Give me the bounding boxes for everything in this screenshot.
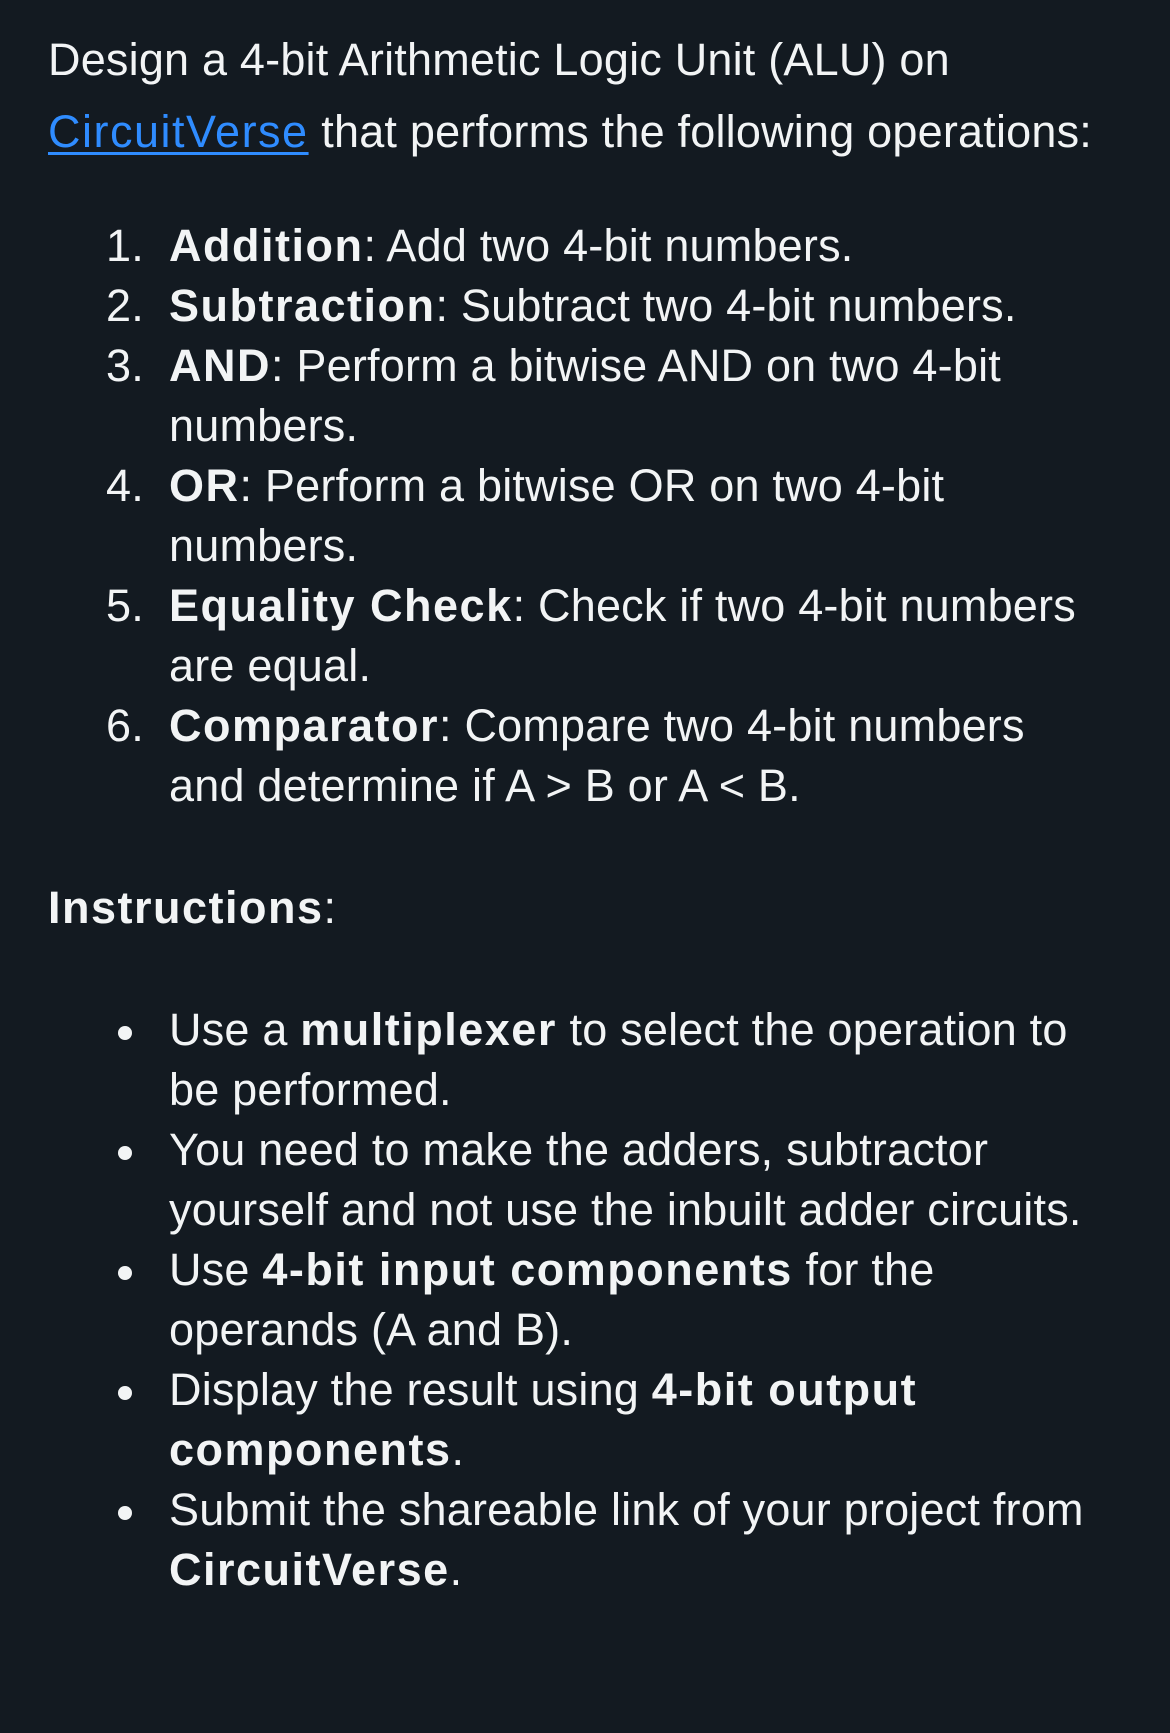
operation-item [48, 336, 1110, 456]
list-number: 1. [106, 220, 144, 271]
instructions-heading [48, 878, 1110, 938]
instruction-emphasis: multiplexer [300, 1004, 557, 1055]
instruction-item [48, 1120, 1110, 1240]
instruction-text: Display the result using [169, 1364, 652, 1415]
operation-description: : Check if two 4-bit numbers are equal. [169, 580, 1076, 691]
intro-text-continued: that performs the following operations: [308, 106, 1092, 157]
operation-item [48, 276, 1110, 336]
instruction-emphasis: 4-bit input components [262, 1244, 793, 1295]
instruction-emphasis: 4-bit output components [169, 1364, 918, 1475]
operation-name: OR [169, 460, 240, 511]
bullet-icon [118, 1026, 132, 1040]
operation-name: Equality Check [169, 580, 513, 631]
operation-name: Subtraction [169, 280, 436, 331]
operations-list [48, 216, 1110, 816]
operation-item [48, 576, 1110, 696]
instruction-text-end: . [449, 1544, 463, 1595]
list-number: 2. [106, 280, 144, 331]
bullet-icon [118, 1266, 132, 1280]
instruction-text: Use a [169, 1004, 301, 1055]
operation-name: AND [169, 340, 271, 391]
list-number: 5. [106, 580, 144, 631]
list-number: 4. [106, 460, 144, 511]
list-number: 3. [106, 340, 144, 391]
operation-description: : Perform a bitwise OR on two 4-bit numbers. [169, 460, 945, 571]
instruction-item [48, 1480, 1110, 1600]
instruction-emphasis: CircuitVerse [169, 1544, 450, 1595]
bullet-icon [118, 1386, 132, 1400]
operation-description: : Compare two 4-bit numbers and determine if A > B or A < B. [169, 700, 1025, 811]
instruction-text: Use [169, 1244, 263, 1295]
operation-description: : Subtract two 4-bit numbers. [435, 280, 1017, 331]
circuitverse-link[interactable]: CircuitVerse [48, 106, 309, 157]
operation-item [48, 216, 1110, 276]
operation-description: : Add two 4-bit numbers. [363, 220, 854, 271]
intro-text: Design a 4-bit Arithmetic Logic Unit (ALU) on [48, 34, 950, 85]
instruction-text-end: . [451, 1424, 465, 1475]
instructions-list [48, 1000, 1110, 1600]
operation-description: : Perform a bitwise AND on two 4-bit numbers. [169, 340, 1001, 451]
instructions-heading-label: Instructions [48, 882, 324, 933]
instruction-item [48, 1240, 1110, 1360]
bullet-icon [118, 1506, 132, 1520]
instruction-text: Submit the shareable link of your project from [169, 1484, 1084, 1535]
operation-name: Addition [169, 220, 364, 271]
instruction-text-end: for the operands (A and B). [169, 1244, 935, 1355]
instruction-item [48, 1000, 1110, 1120]
instruction-item [48, 1360, 1110, 1480]
bullet-icon [118, 1146, 132, 1160]
instruction-text: You need to make the adders, subtractor yourself and not use the inbuilt adder circuits. [169, 1124, 1082, 1235]
instructions-heading-colon: : [323, 882, 337, 933]
operation-name: Comparator [169, 700, 440, 751]
list-number: 6. [106, 700, 144, 751]
instruction-text-end: to select the operation to be performed. [169, 1004, 1068, 1115]
operation-item [48, 456, 1110, 576]
operation-item [48, 696, 1110, 816]
intro-paragraph [48, 24, 1110, 168]
